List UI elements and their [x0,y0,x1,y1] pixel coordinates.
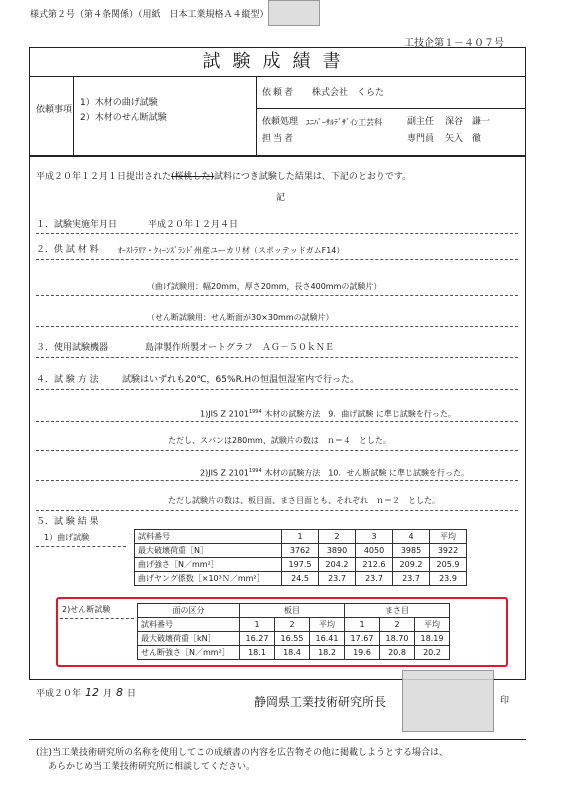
table-row [138,618,450,632]
table-row [135,572,467,586]
method1-year: 1994 [248,409,262,415]
method2-note: ただし試験片の数は、板目面、まさ目面とも、それぞれ ｎ＝２ とした。 [168,496,440,505]
shear-header-1: 1 [240,618,275,632]
method2-desc: 木材の試験方法 10．せん断試験 に準じ試験を行った。 [264,468,469,478]
table-row [138,646,450,660]
shear-cell: 18.4 [275,646,310,660]
shear-cell: 18.70 [380,632,415,646]
table-row [135,544,467,558]
date-year: 平成２０年 [36,689,82,699]
method1-desc: 木材の試験方法 9．曲げ試験 に準じ試験を行った。 [264,409,456,419]
shear-results-table [137,603,450,660]
bend-cell: 最大破壊荷重［N］ [135,544,282,558]
section1-label: １．試験実施年月日 [36,220,118,230]
bend-spec: （曲げ試験用：幅20mm，厚さ20mm，長さ400mmの試験片） [147,282,382,291]
shear-cell: 20.2 [415,646,450,660]
date-month-unit: 月 [103,689,113,699]
shear-test-label: 2)せん断試験 [62,605,111,614]
staff-name: 矢入 徹 [445,134,482,144]
institute-name: 静岡県工業技術研究所長 [254,695,387,709]
bend-cell: 23.7 [393,572,430,586]
shear-header-2: 2 [275,618,310,632]
bend-header-avg: 平均 [430,530,467,544]
date-day-unit: 日 [127,689,137,699]
institute-seal [402,670,494,732]
bend-cell: 209.2 [393,558,430,572]
staff-label: 担当者 [262,134,296,144]
bend-cell: 212.6 [356,558,393,572]
bend-header-sample: 試料番号 [135,530,282,544]
bend-cell: 205.9 [430,558,467,572]
table-row [138,632,450,646]
seal-mark: 印 [500,696,510,706]
bend-cell: 曲げ強さ［N／mm²］ [135,558,282,572]
section3-value: 島津製作所製オートグラフ ＡＧ－５０ｋＮＥ [145,343,334,353]
bend-cell: 24.5 [282,572,319,586]
shear-header-avgb: 平均 [415,618,450,632]
request-item-1: 1）木材の曲げ試験 [80,98,158,108]
intro-text [36,172,411,183]
shear-header-2b: 2 [380,618,415,632]
method2 [200,466,469,479]
shear-face-masame: まさ目 [345,604,450,618]
intro-pre: 平成２０年１２月１日提出された [36,172,172,182]
shear-header-sample: 試料番号 [138,618,240,632]
form-label: 様式第２号（第４条関係）（用紙 日本工業規格Ａ４縦型） [30,10,269,20]
shear-cell: 17.67 [345,632,380,646]
bend-cell: 3985 [393,544,430,558]
bend-cell: 23.7 [356,572,393,586]
request-item-2: 2）木材のせん断試験 [80,113,167,123]
intro-post: 試料につき試験した結果は、下記のとおりです。 [214,172,412,182]
shear-cell: 18.19 [415,632,450,646]
staff-title: 専門員 [407,134,435,144]
doc-number: 工技企第１－４０７号 [404,38,504,49]
bend-header-4: 4 [393,530,430,544]
request-item-label: 依頼事項 [36,105,73,115]
note-line-1: (注)当工業技術研究所の名称を使用してこの成績書の内容を広告物その他に掲載しようとする場合は、 [36,748,449,758]
method1 [200,407,456,420]
bend-header-1: 1 [282,530,319,544]
note-line-2: あらかじめ当工業技術研究所に相談してください。 [48,762,256,772]
ki-label: 記 [276,193,286,203]
table-row [135,558,467,572]
section2-label: ２．供 試 材 料 [36,245,99,255]
intro-struck: (桜桃した) [171,172,215,182]
bend-cell: 197.5 [282,558,319,572]
shear-header-avg: 平均 [310,618,345,632]
bend-header-2: 2 [319,530,356,544]
table-row [135,530,467,544]
method2-year: 1994 [248,468,262,474]
section3-label: ３．使用試験機器 [36,343,109,353]
bend-cell: 3890 [319,544,356,558]
date-day: 8 [116,686,124,699]
bend-cell: 204.2 [319,558,356,572]
bend-cell: 3762 [282,544,319,558]
shear-cell: 18.1 [240,646,275,660]
bend-cell: 曲げヤング係数［×10³Ｎ／mm²］ [135,572,282,586]
shear-face-label: 面の区分 [138,604,240,618]
section1-value: 平成２０年１２月４日 [148,220,239,230]
shear-cell: せん断強さ［N／mm²］ [138,646,240,660]
bend-cell: 23.9 [430,572,467,586]
date-month: 12 [85,686,100,699]
section5-label: ５．試 験 結 果 [36,517,99,527]
section4-label: ４．試 験 方 法 [36,375,99,385]
shear-cell: 16.55 [275,632,310,646]
bend-cell: 3922 [430,544,467,558]
requester-label: 依頼者 [262,88,296,98]
shear-cell: 16.27 [240,632,275,646]
section2-value: ｵｰｽﾄﾗﾘｱ・ｸｨｰﾝｽﾞﾗﾝﾄﾞ州産ユーカリ材（スポッテッドガムF14） [118,246,345,255]
top-seal-stamp [268,0,320,26]
method1-note: ただし、スパンは280mm、試験片の数は ｎ＝４ とした。 [168,436,391,445]
method1-std: 1)JIS Z 2101 [200,409,249,419]
shear-cell: 20.8 [380,646,415,660]
method2-std: 2)JIS Z 2101 [200,468,249,478]
shear-cell: 16.41 [310,632,345,646]
shear-cell: 最大破壊荷重［kN］ [138,632,240,646]
bend-header-3: 3 [356,530,393,544]
handling-title: 副主任 [407,117,435,127]
handling-dept: ﾕﾆﾊﾞｰｻﾙﾃﾞｻﾞｲﾝ工芸科 [306,118,382,127]
bend-test-label: 1）曲げ試験 [44,533,90,542]
table-row [138,604,450,618]
shear-spec: （せん断試験用：せん断面が30×30mmの試験片） [147,313,334,322]
shear-header-1b: 1 [345,618,380,632]
bend-cell: 4050 [356,544,393,558]
bend-cell: 23.7 [319,572,356,586]
issue-date [36,687,136,700]
bend-results-table [134,529,467,586]
shear-face-itame: 板目 [240,604,345,618]
section4-value: 試験はいずれも20℃，65%R.Hの恒温恒湿室内で行った。 [122,375,360,385]
page-title: 試験成績書 [202,51,353,72]
handling-label: 依頼処理 [262,117,299,127]
requester-value: 株式会社 くらた [312,88,385,98]
handling-name: 深谷 謙一 [445,117,491,127]
shear-cell: 18.2 [310,646,345,660]
shear-cell: 19.6 [345,646,380,660]
